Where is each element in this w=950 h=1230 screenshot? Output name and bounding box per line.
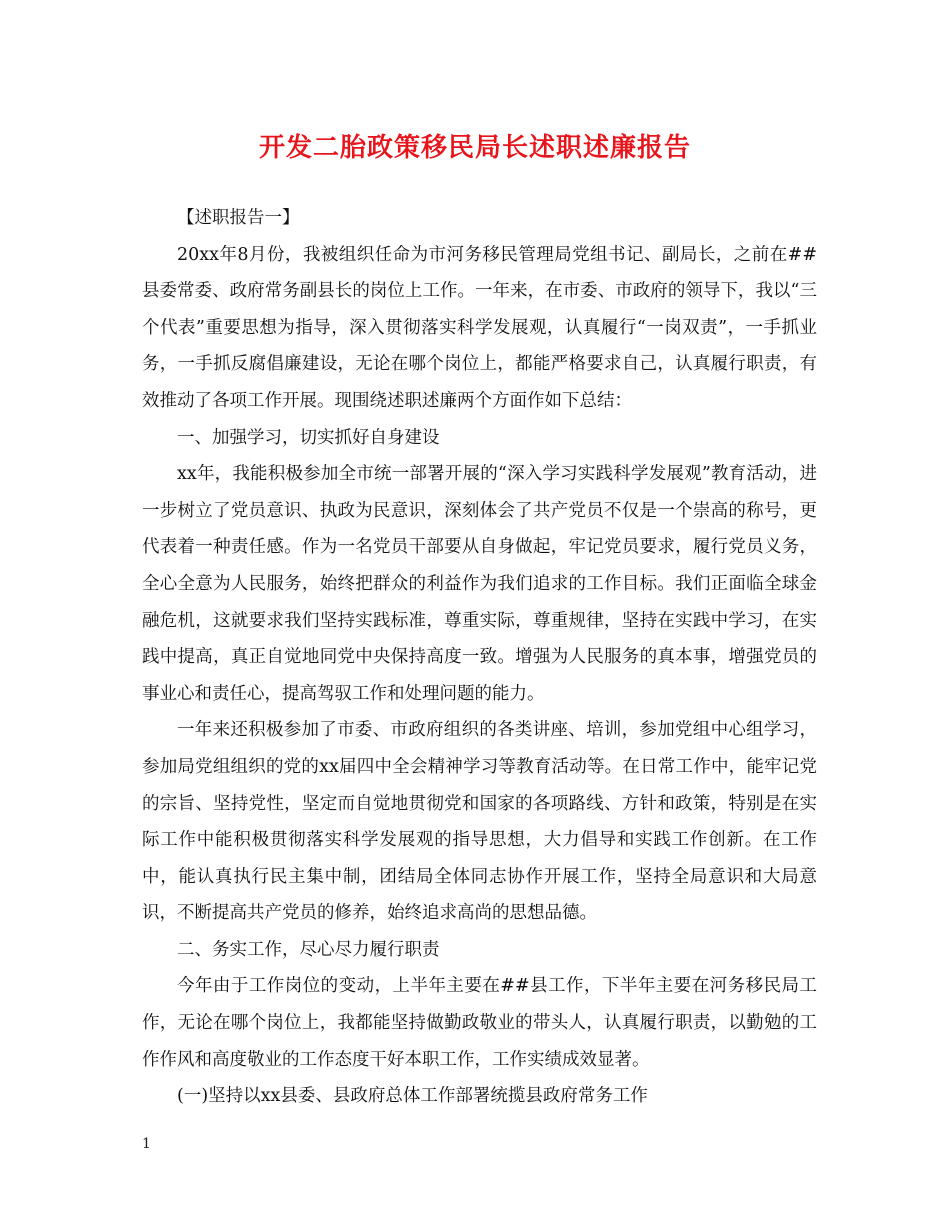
body-paragraph: xx年，我能积极参加全市统一部署开展的“深入学习实践科学发展观”教育活动，进一步树立了党员意识、执政为民意识，深刻体会了共产党员不仅是一个崇高的称号，更代表着一种责任感。作为一名党员干部要从自身做起，牢记党员要求，履行党员义务，全心全意为人民服务，始终把群众的利益作为我们追求的工作目标。我们正面临全球金融危机，这就要求我们坚持实践标准，尊重实际，尊重规律，坚持在实践中学习，在实践中提高，真正自觉地同党中央保持高度一致。增强为人民服务的真本事，增强党员的事业心和责任心，提高驾驭工作和处理问题的能力。 [142,464,817,704]
subheading: 一、加强学习，切实抓好自身建设 [177,427,440,448]
subheading: (一)坚持以xx县委、县政府总体工作部署统揽县政府常务工作 [177,1086,648,1107]
body-paragraph: 今年由于工作岗位的变动，上半年主要在##县工作，下半年主要在河务移民局工作，无论在哪个岗位上，我都能坚持做勤政敬业的带头人，认真履行职责，以勤勉的工作作风和高度敬业的工作态度干好本职工作，工作实绩成效显著。 [142,976,817,1070]
page-number: 1 [142,1136,151,1152]
body-paragraph: 20xx年8月份，我被组织任命为市河务移民管理局党组书记、副局长，之前在##县委常委、政府常务副县长的岗位上工作。一年来，在市委、市政府的领导下，我以“三个代表”重要思想为指导，深入贯彻落实科学发展观，认真履行“一岗双责”，一手抓业务，一手抓反腐倡廉建设，无论在哪个岗位上，都能严格要求自己，认真履行职责，有效推动了各项工作开展。现围绕述职述廉两个方面作如下总结： [142,244,817,411]
subheading: 二、务实工作，尽心尽力履行职责 [177,939,440,960]
document-title: 开发二胎政策移民局长述职述廉报告 [258,133,691,163]
section-heading: 【述职报告一】 [177,208,300,228]
body-paragraph: 一年来还积极参加了市委、市政府组织的各类讲座、培训，参加党组中心组学习，参加局党组组织的党的xx届四中全会精神学习等教育活动等。在日常工作中，能牢记党的宗旨、坚持党性，坚定而自觉地贯彻党和国家的各项路线、方针和政策，特别是在实际工作中能积极贯彻落实科学发展观的指导思想，大力倡导和实践工作创新。在工作中，能认真执行民主集中制，团结局全体同志协作开展工作，坚持全局意识和大局意识，不断提高共产党员的修养，始终追求高尚的思想品德。 [142,720,817,924]
document-body [142,200,817,1115]
